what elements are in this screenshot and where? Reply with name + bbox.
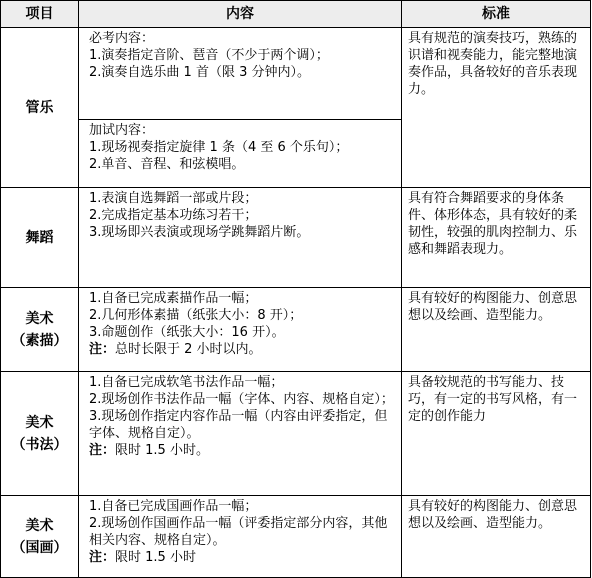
header-project: 项目 (1, 1, 79, 28)
sketch-standard: 具有较好的构图能力、创意思想以及绘画、造型能力。 (402, 288, 591, 372)
sketch-row (1, 288, 591, 372)
category-guanyue: 管乐 (1, 28, 79, 188)
calligraphy-item: 3.现场创作指定内容作品一幅（内容由评委指定，但字体、规格自定）。 (89, 409, 388, 441)
sketch-item: 1.自备已完成素描作品一幅； (89, 291, 258, 306)
dance-item: 1.表演自选舞蹈一部或片段； (89, 191, 258, 206)
guanyue-required-item: 2.演奏自选乐曲 1 首（限 3 分钟内）。 (89, 65, 310, 80)
guohua-content (79, 496, 402, 578)
guanyue-additional-item: 2.单音、音程、和弦模唱。 (89, 157, 245, 172)
category-dance: 舞蹈 (1, 188, 79, 288)
dance-content (79, 188, 402, 288)
note-label: 注： (89, 443, 116, 458)
note-text: 限时 1.5 小时 (115, 550, 196, 565)
guohua-note (89, 549, 397, 566)
guohua-item: 2.现场创作国画作品一幅（评委指定部分内容，其他相关内容、规格自定）。 (89, 516, 388, 548)
guanyue-additional-content (79, 120, 402, 188)
note-text: 总时长限于 2 小时以内。 (115, 342, 262, 357)
guanyue-additional-item: 1.现场视奏指定旋律 1 条（4 至 6 个乐句）； (89, 140, 349, 155)
header-row (1, 1, 591, 28)
calligraphy-item: 1.自备已完成软笔书法作品一幅； (89, 375, 284, 390)
calligraphy-content (79, 372, 402, 496)
category-calligraphy-line1: 美术 (25, 414, 54, 431)
category-calligraphy-line2: （书法） (11, 436, 68, 453)
note-label: 注： (89, 550, 116, 565)
header-standard: 标准 (402, 1, 591, 28)
guanyue-required-item: 1.演奏指定音阶、琶音（不少于两个调）； (89, 48, 329, 63)
calligraphy-note (89, 442, 397, 459)
calligraphy-standard: 具备较规范的书写能力、技巧，有一定的书写风格，有一定的创作能力 (402, 372, 591, 496)
sketch-item: 3.命题创作（纸张大小：16 开）。 (89, 325, 285, 340)
category-sketch-line2: （素描） (11, 332, 68, 349)
header-content: 内容 (79, 1, 402, 28)
sketch-item: 2.几何形体素描（纸张大小：8 开）； (89, 308, 303, 323)
guanyue-row-required (1, 28, 591, 120)
guanyue-additional-title: 加试内容： (89, 123, 155, 138)
note-text: 限时 1.5 小时。 (115, 443, 209, 458)
dance-row (1, 188, 591, 288)
category-calligraphy (1, 372, 79, 496)
sketch-note (89, 341, 397, 358)
calligraphy-item: 2.现场创作书法作品一幅（字体、内容、规格自定）； (89, 392, 394, 407)
note-label: 注： (89, 342, 116, 357)
guohua-item: 1.自备已完成国画作品一幅； (89, 499, 258, 514)
guanyue-standard: 具有规范的演奏技巧，熟练的识谱和视奏能力，能完整地演奏作品，具备较好的音乐表现力。 (402, 28, 591, 188)
dance-item: 2.完成指定基本功练习若干； (89, 208, 258, 223)
category-guohua-line2: （国画） (11, 539, 68, 556)
dance-standard: 具有符合舞蹈要求的身体条件、体形体态，具有较好的柔韧性，较强的肌肉控制力、乐感和舞蹈表现力。 (402, 188, 591, 288)
dance-item: 3.现场即兴表演或现场学跳舞蹈片断。 (89, 225, 310, 240)
category-guohua-line1: 美术 (25, 517, 54, 534)
guanyue-required-content (79, 28, 402, 120)
guanyue-required-title: 必考内容： (89, 31, 155, 46)
category-sketch (1, 288, 79, 372)
category-guohua (1, 496, 79, 578)
calligraphy-row (1, 372, 591, 496)
category-sketch-line1: 美术 (25, 310, 54, 327)
sketch-content (79, 288, 402, 372)
guohua-standard: 具有较好的构图能力、创意思想以及绘画、造型能力。 (402, 496, 591, 578)
guohua-row (1, 496, 591, 578)
